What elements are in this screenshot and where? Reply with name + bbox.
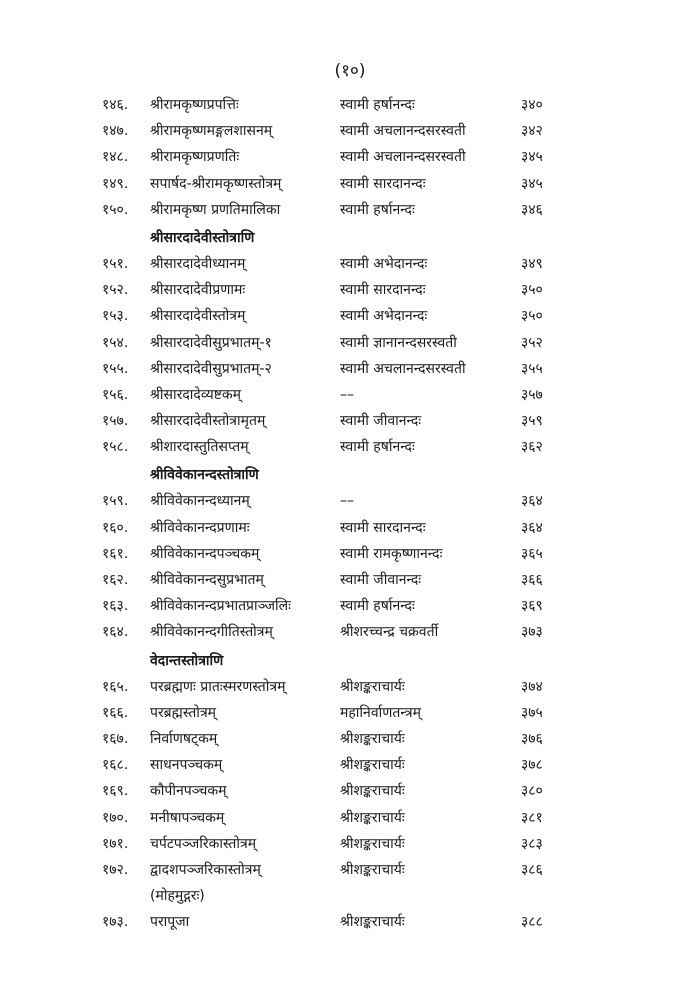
entry-title: निर्वाणषट्कम् bbox=[150, 730, 218, 747]
entry-page: ३८८ bbox=[521, 914, 543, 931]
entry-author: महानिर्वाणतन्त्रम् bbox=[340, 704, 421, 721]
entry-title: परब्रह्मणः प्रातःस्मरणस्तोत्रम् bbox=[150, 678, 286, 695]
entry-page: ३७३ bbox=[521, 624, 543, 641]
entry-author: श्रीशङ्कराचार्यः bbox=[340, 730, 405, 747]
entry-author: श्रीशरच्चन्द्र चक्रवर्ती bbox=[340, 624, 439, 641]
entry-author: स्वामी हर्षानन्दः bbox=[340, 97, 415, 113]
entry-number: १६९. bbox=[102, 783, 129, 800]
entry-title: श्रीसारदादेवीस्तोत्रम् bbox=[150, 308, 246, 325]
entry-author: श्रीशङ्कराचार्यः bbox=[340, 783, 405, 800]
entry-author: स्वामी सारदानन्दः bbox=[340, 519, 426, 536]
table-row bbox=[0, 619, 700, 645]
entry-page: ३८६ bbox=[521, 861, 543, 878]
entry-page: ३७४ bbox=[521, 678, 543, 695]
entry-author: स्वामी रामकृष्णानन्दः bbox=[340, 545, 443, 562]
entry-title: साधनपञ्चकम् bbox=[150, 757, 223, 774]
entry-author: –– bbox=[340, 386, 354, 403]
entry-number: १६२. bbox=[102, 572, 129, 588]
entry-page: ३७६ bbox=[521, 730, 543, 747]
entry-page: ३७५ bbox=[521, 704, 543, 721]
table-row bbox=[0, 674, 700, 700]
table-of-contents bbox=[0, 92, 700, 935]
table-row bbox=[0, 434, 700, 460]
entry-title: श्रीसारदादेवीध्यानम् bbox=[150, 255, 246, 272]
entry-title: श्रीविवेकानन्दप्रणामः bbox=[150, 519, 250, 536]
entry-author: श्रीशङ्कराचार्यः bbox=[340, 861, 405, 878]
section-heading bbox=[0, 460, 700, 488]
entry-title: श्रीरामकृष्णमङ्गलशासनम् bbox=[150, 123, 273, 140]
entry-author: श्रीशङ्कराचार्यः bbox=[340, 914, 405, 931]
entry-number: १४६. bbox=[102, 97, 129, 113]
entry-number: १५५. bbox=[102, 360, 129, 377]
entry-title: श्रीसारदादेवीसुप्रभातम्-२ bbox=[150, 360, 272, 377]
entries-group bbox=[0, 251, 700, 461]
entry-page: ३६६ bbox=[521, 572, 543, 588]
table-row bbox=[0, 541, 700, 567]
entry-number: १५४. bbox=[102, 334, 129, 351]
entry-number: १६०. bbox=[102, 519, 129, 536]
table-row bbox=[0, 567, 700, 593]
entry-number: १४८. bbox=[102, 149, 129, 166]
entry-title: परब्रह्मस्तोत्रम् bbox=[150, 704, 217, 721]
entry-title: श्रीसारदादेव्यष्टकम् bbox=[150, 386, 242, 403]
entry-number: १५१. bbox=[102, 255, 129, 272]
entry-page: ३६४ bbox=[521, 493, 543, 510]
entry-author: श्रीशङ्कराचार्यः bbox=[340, 809, 405, 826]
section-heading bbox=[0, 646, 700, 674]
section-heading-text: वेदान्तस्तोत्राणि bbox=[150, 652, 224, 669]
entry-number: १६६. bbox=[102, 704, 129, 721]
entry-page: ३५२ bbox=[521, 334, 543, 351]
table-row bbox=[0, 831, 700, 857]
entry-number: १६७. bbox=[102, 730, 129, 747]
entry-number: १५८. bbox=[102, 439, 129, 456]
entry-page: ३८१ bbox=[521, 809, 543, 826]
table-row bbox=[0, 909, 700, 935]
entry-title: मनीषापञ्चकम् bbox=[150, 809, 225, 826]
entry-author: स्वामी अभेदानन्दः bbox=[340, 255, 428, 272]
entry-title: श्रीरामकृष्णप्रणतिः bbox=[150, 149, 240, 166]
entry-number: १७०. bbox=[102, 809, 129, 826]
table-row bbox=[0, 277, 700, 303]
entry-author: –– bbox=[340, 493, 354, 510]
entry-page: ३७८ bbox=[521, 757, 543, 774]
page-number: (१०) bbox=[334, 61, 366, 81]
entry-author: स्वामी हर्षानन्दः bbox=[340, 598, 415, 615]
entry-number: १५७. bbox=[102, 413, 129, 430]
entry-title: श्रीशारदास्तुतिसप्तम् bbox=[150, 439, 249, 456]
entry-number: १४७. bbox=[102, 123, 129, 140]
table-row bbox=[0, 197, 700, 223]
entry-page: ३६२ bbox=[521, 439, 543, 456]
entry-title: श्रीविवेकानन्दपञ्चकम् bbox=[150, 545, 260, 562]
entry-page: ३४६ bbox=[521, 201, 543, 218]
entry-number: १५६. bbox=[102, 386, 129, 403]
section-heading-text: श्रीसारदादेवीस्तोत्राणि bbox=[150, 229, 255, 246]
entry-page: ३६४ bbox=[521, 519, 543, 536]
entry-page: ३६५ bbox=[521, 545, 543, 562]
entry-author: स्वामी जीवानन्दः bbox=[340, 572, 422, 588]
entry-author: स्वामी हर्षानन्दः bbox=[340, 201, 415, 218]
entry-title: परापूजा bbox=[150, 914, 190, 931]
entries-group bbox=[0, 92, 700, 223]
table-row bbox=[0, 382, 700, 408]
table-row bbox=[0, 303, 700, 329]
table-row bbox=[0, 488, 700, 514]
entry-page: ३४२ bbox=[521, 123, 543, 140]
table-row bbox=[0, 857, 700, 883]
section-heading bbox=[0, 223, 700, 251]
entry-page: ३५७ bbox=[521, 386, 543, 403]
entry-number: १७२. bbox=[102, 861, 129, 878]
entry-page: ३८३ bbox=[521, 835, 543, 852]
entry-title: कौपीनपञ्चकम् bbox=[150, 783, 227, 800]
table-row bbox=[0, 778, 700, 804]
entry-number: १५३. bbox=[102, 308, 129, 325]
table-row bbox=[0, 251, 700, 277]
entry-title: श्रीविवेकानन्दगीतिस्तोत्रम् bbox=[150, 624, 273, 641]
entry-author: स्वामी अचलानन्दसरस्वती bbox=[340, 149, 466, 166]
table-row bbox=[0, 726, 700, 752]
entry-page: ३५० bbox=[521, 282, 543, 299]
entry-number: १६४. bbox=[102, 624, 129, 641]
entry-title: श्रीसारदादेवीस्तोत्रामृतम् bbox=[150, 413, 266, 430]
table-row bbox=[0, 118, 700, 144]
table-row bbox=[0, 330, 700, 356]
entry-number: १६३. bbox=[102, 598, 129, 615]
table-row bbox=[0, 92, 700, 118]
entry-number: १६८. bbox=[102, 757, 129, 774]
entry-author: श्रीशङ्कराचार्यः bbox=[340, 835, 405, 852]
table-row bbox=[0, 356, 700, 382]
table-row bbox=[0, 752, 700, 778]
entry-page: ३४० bbox=[521, 97, 543, 113]
entry-title: श्रीविवेकानन्दध्यानम् bbox=[150, 493, 250, 510]
entry-title-continuation: (मोहमुद्गरः) bbox=[150, 888, 205, 905]
entry-number: १५२. bbox=[102, 282, 129, 299]
entry-page: ३४५ bbox=[521, 175, 543, 192]
entry-author: स्वामी हर्षानन्दः bbox=[340, 439, 415, 456]
entry-title: श्रीविवेकानन्दप्रभातप्राञ्जलिः bbox=[150, 598, 291, 615]
entry-number: १४९. bbox=[102, 175, 129, 192]
table-row bbox=[0, 171, 700, 197]
entry-author: स्वामी अभेदानन्दः bbox=[340, 308, 428, 325]
entry-author: श्रीशङ्कराचार्यः bbox=[340, 757, 405, 774]
entry-title: श्रीसारदादेवीप्रणामः bbox=[150, 282, 246, 299]
table-row bbox=[0, 408, 700, 434]
entry-number: १७३. bbox=[102, 914, 129, 931]
table-row bbox=[0, 515, 700, 541]
entry-continuation bbox=[0, 883, 700, 909]
entry-author: स्वामी जीवानन्दः bbox=[340, 413, 422, 430]
entry-page: ३४९ bbox=[521, 255, 543, 272]
entry-page: ३८० bbox=[521, 783, 543, 800]
entry-author: श्रीशङ्कराचार्यः bbox=[340, 678, 405, 695]
entry-page: ३६९ bbox=[521, 598, 543, 615]
entry-number: १७१. bbox=[102, 835, 129, 852]
section-heading-text: श्रीविवेकानन्दस्तोत्राणि bbox=[150, 467, 259, 484]
entry-author: स्वामी सारदानन्दः bbox=[340, 282, 426, 299]
entry-title: श्रीसारदादेवीसुप्रभातम्-१ bbox=[150, 334, 272, 351]
entry-number: १६१. bbox=[102, 545, 129, 562]
entry-title: चर्पटपञ्जरिकास्तोत्रम् bbox=[150, 835, 257, 852]
table-row bbox=[0, 700, 700, 726]
table-row bbox=[0, 144, 700, 170]
entry-page: ३५५ bbox=[521, 360, 543, 377]
entry-author: स्वामी अचलानन्दसरस्वती bbox=[340, 360, 466, 377]
entry-page: ३५९ bbox=[521, 413, 543, 430]
entry-title: श्रीरामकृष्णप्रपत्तिः bbox=[150, 97, 239, 113]
entry-page: ३५० bbox=[521, 308, 543, 325]
entry-author: स्वामी अचलानन्दसरस्वती bbox=[340, 123, 466, 140]
entry-page: ३४५ bbox=[521, 149, 543, 166]
entry-author: स्वामी सारदानन्दः bbox=[340, 175, 426, 192]
table-row bbox=[0, 593, 700, 619]
entries-group bbox=[0, 674, 700, 884]
entry-author: स्वामी ज्ञानानन्दसरस्वती bbox=[340, 334, 457, 351]
table-row bbox=[0, 805, 700, 831]
entry-title: द्वादशपञ्जरिकास्तोत्रम् bbox=[150, 861, 261, 878]
entry-title: श्रीविवेकानन्दसुप्रभातम् bbox=[150, 572, 264, 588]
entries-group bbox=[0, 488, 700, 645]
entry-title: श्रीरामकृष्ण प्रणतिमालिका bbox=[150, 201, 281, 218]
entry-number: १५९. bbox=[102, 493, 129, 510]
entry-title: सपार्षद-श्रीरामकृष्णस्तोत्रम् bbox=[150, 175, 282, 192]
entry-number: १५०. bbox=[102, 201, 129, 218]
entry-number: १६५. bbox=[102, 678, 129, 695]
